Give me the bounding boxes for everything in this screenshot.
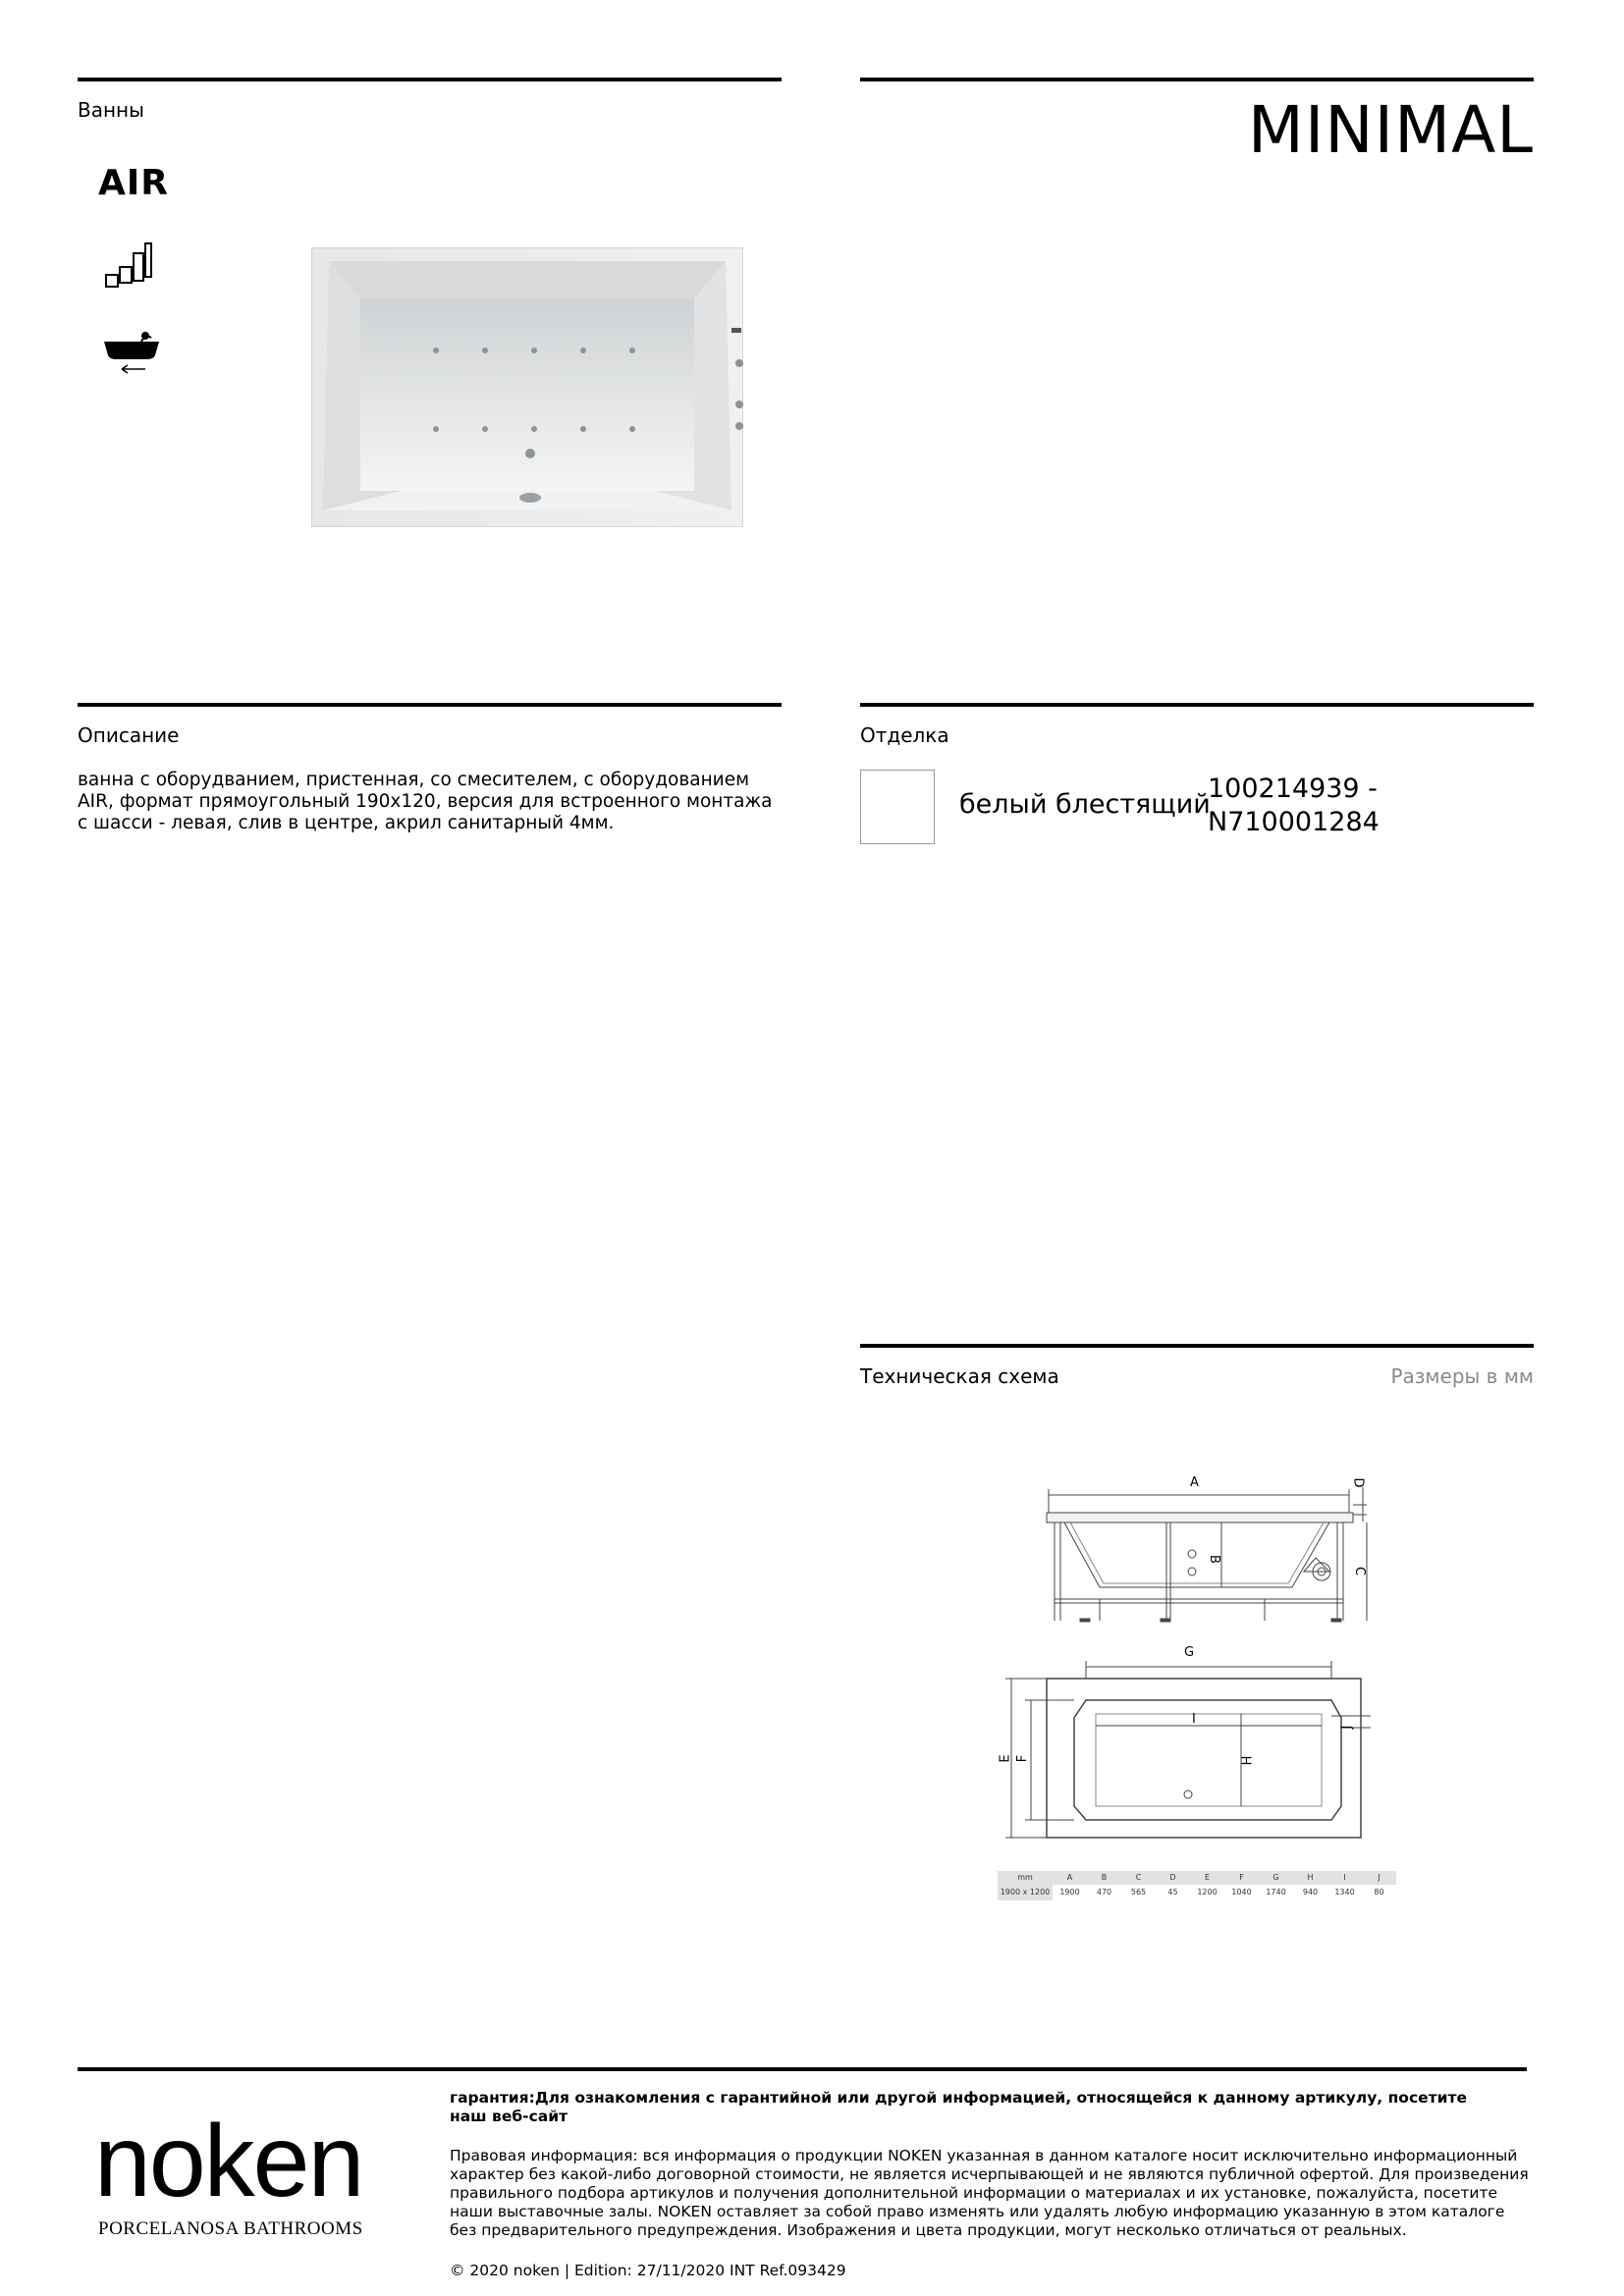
- air-badge: AIR: [98, 163, 169, 203]
- table-header-cell: mm: [1017, 1873, 1033, 1882]
- table-header-row: [998, 1871, 1396, 1885]
- table-header-cell: E: [1204, 1873, 1211, 1882]
- hydromassage-system-icon: [102, 240, 157, 294]
- table-header-cell: J: [1378, 1873, 1380, 1882]
- brand-logo: noken: [94, 2105, 363, 2218]
- warranty-text: гарантия:Для ознакомления с гарантийной или другой информацией, относящейся к данному артикулу, посетите наш веб-сайт: [450, 2089, 1467, 2125]
- dim-label-j: J: [1339, 1725, 1355, 1730]
- side-elevation-drawing: [1041, 1477, 1375, 1625]
- table-cell: 940: [1302, 1888, 1319, 1896]
- table-cell: 1040: [1231, 1888, 1252, 1896]
- table-cell: 1340: [1334, 1888, 1355, 1896]
- dim-label-g: G: [1184, 1645, 1195, 1660]
- brand-subtitle: PORCELANOSA BATHROOMS: [98, 2218, 363, 2239]
- table-header-cell: F: [1239, 1873, 1244, 1882]
- table-cell: 1740: [1266, 1888, 1286, 1896]
- finish-rule: [860, 703, 1534, 707]
- copyright-text: © 2020 noken | Edition: 27/11/2020 INT Ref.093429: [450, 2262, 846, 2279]
- category-label: Ванны: [78, 98, 144, 122]
- bathtub-product-photo: [311, 247, 743, 527]
- table-cell: 470: [1096, 1888, 1112, 1896]
- technical-title: Техническая схема: [860, 1364, 1059, 1388]
- table-header-cell: H: [1307, 1873, 1314, 1882]
- series-title: MINIMAL: [1247, 92, 1534, 168]
- table-header-cell: A: [1066, 1873, 1073, 1882]
- finish-swatch: [860, 770, 935, 844]
- dim-label-b: B: [1206, 1555, 1221, 1564]
- table-header-cell: C: [1135, 1873, 1142, 1882]
- dim-label-e: E: [998, 1754, 1013, 1763]
- table-header-cell: D: [1169, 1873, 1176, 1882]
- dim-label-c: C: [1352, 1566, 1368, 1576]
- table-cell: 1200: [1197, 1888, 1218, 1896]
- dimensions-table: [998, 1871, 1396, 1900]
- legal-text: Правовая информация: вся информация о продукции NOKEN указанная в данном каталоге носит исключительно информационный характер без какой-либо договорной стоимости, не является исчерпывающей и не являются публичной офертой. Для произведения правильного подбора артикулов и получения дополнительной информации о материалах и их установке, пожалуйста, посетите наши выставочные залы. NOKEN оставляет за собой право изменять или удалять любую информацию указанную в этом каталоге без предварительного предупреждения. Изображения и цвета продукции, могут несколько отличаться от реальных.: [450, 2147, 1529, 2239]
- table-cell: 80: [1374, 1888, 1384, 1896]
- top-right-rule: [860, 78, 1534, 81]
- dim-label-a: A: [1190, 1475, 1199, 1490]
- top-left-rule: [78, 78, 782, 81]
- finish-title: Отделка: [860, 723, 949, 747]
- finish-color-name: белый блестящий: [959, 789, 1211, 820]
- table-cell: 565: [1130, 1888, 1147, 1896]
- table-header-cell: I: [1343, 1873, 1346, 1882]
- finish-code-line-1: 100214939 -: [1208, 774, 1378, 804]
- table-header-cell: B: [1101, 1873, 1108, 1882]
- dim-label-f: F: [1015, 1754, 1031, 1763]
- table-header-cell: G: [1272, 1873, 1279, 1882]
- dim-label-d: D: [1350, 1477, 1366, 1488]
- units-note: Размеры в мм: [1390, 1364, 1534, 1388]
- table-cell: 1900 x 1200: [998, 1885, 1053, 1900]
- finish-code-line-2: N710001284: [1208, 807, 1380, 837]
- description-title: Описание: [78, 723, 180, 747]
- table-row: [998, 1885, 1396, 1900]
- dim-label-i: I: [1192, 1712, 1196, 1727]
- technical-rule: [860, 1344, 1534, 1348]
- bathtub-left-version-icon: [102, 328, 161, 377]
- plan-view-drawing: [998, 1645, 1375, 1851]
- dim-label-h: H: [1240, 1755, 1256, 1766]
- table-cell: 45: [1167, 1888, 1178, 1896]
- table-cell: 1900: [1059, 1888, 1080, 1896]
- footer-rule: [78, 2067, 1527, 2071]
- description-rule: [78, 703, 782, 707]
- description-text: ванна с оборудванием, пристенная, со смесителем, с оборудованием AIR, формат прямоугольный 190x120, версия для встроенного монтажа с шасси - левая, слив в центре, акрил санитарный 4мм.: [78, 770, 773, 833]
